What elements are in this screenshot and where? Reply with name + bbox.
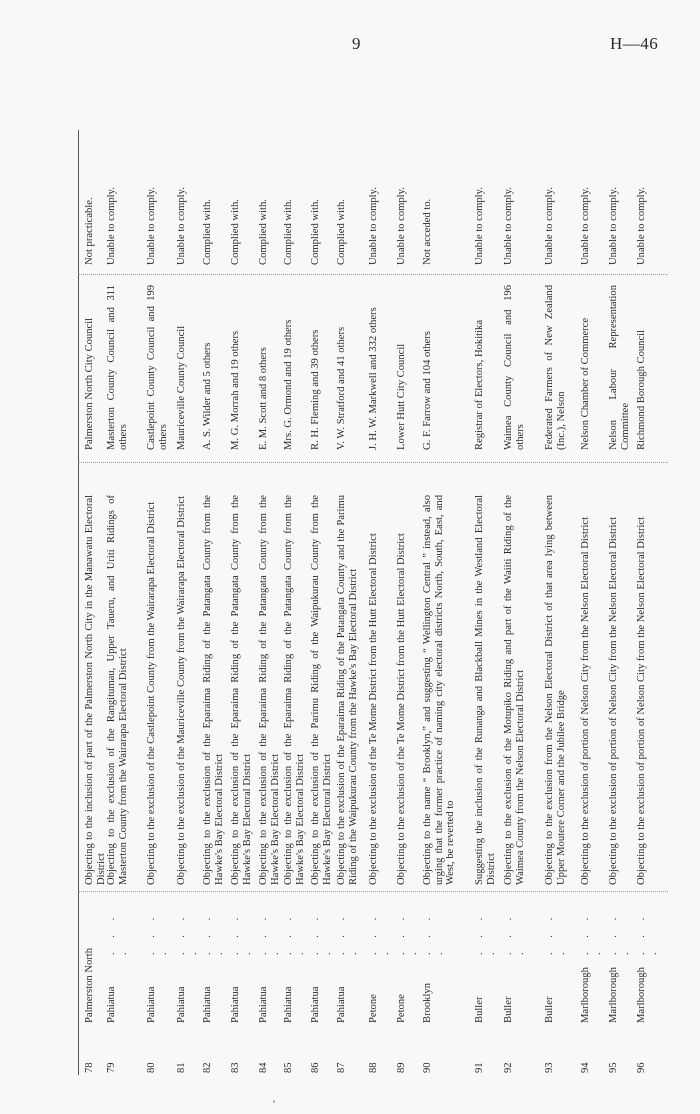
objection-text: Objecting to the exclusion of portion of Nelson City from the Nelson Electoral District	[608, 516, 619, 885]
district-name: Pahiatua	[258, 986, 269, 1023]
district-name: Buller	[503, 996, 514, 1023]
row-number: 80	[146, 1062, 157, 1073]
objected-by: G. F. Farrow and 104 others	[422, 331, 433, 450]
leader-dots: . . . .	[608, 911, 631, 955]
objection-text: Objecting to the exclusion of the Castlepoint County from the Wairarapa Electoral District	[146, 501, 157, 885]
objection-text: Objecting to the name “ Brooklyn,” and suggesting “ Wellington Central ” instead, also urging that the former practice of naming city electoral districts North, South, East, and West, be reverted to	[422, 495, 457, 885]
leader-dots: . . . .	[544, 911, 567, 955]
row-number: 89	[396, 1062, 407, 1073]
column-divider	[78, 891, 668, 892]
leader-dots: . . . .	[310, 911, 333, 955]
leader-dots: . . . .	[580, 911, 603, 955]
row-number: 83	[230, 1062, 241, 1073]
objected-by: Registrar of Electors, Hokitika	[474, 319, 485, 450]
objection-text: Objecting to the exclusion of the Mauriceville County from the Wairarapa Electoral District	[176, 495, 187, 885]
leader-dots: . . . .	[636, 911, 659, 955]
result-text: Complied with.	[336, 199, 347, 265]
objection-text: Objecting to the exclusion of the Eparaima Riding of the Patangata County from the Hawke's Bay Electoral District	[202, 495, 225, 885]
district-name: Marlborough	[636, 967, 647, 1023]
result-text: Complied with.	[230, 199, 241, 265]
objected-by: M. G. Morrah and 19 others	[230, 330, 241, 450]
district-name: Pahiatua	[283, 986, 294, 1023]
objected-by: Masterton County Council and 311 others	[106, 285, 129, 450]
district-name: Marlborough	[608, 967, 619, 1023]
district-name: Marlborough	[580, 967, 591, 1023]
leader-dots: . . . .	[230, 911, 253, 955]
result-text: Unable to comply.	[503, 187, 514, 265]
objected-by: Mauriceville County Council	[176, 325, 187, 450]
result-text: Unable to comply.	[580, 187, 591, 265]
leader-dots: . . . .	[474, 911, 497, 955]
leader-dots: . . . .	[368, 911, 391, 955]
leader-dots: . . . .	[176, 911, 199, 955]
objection-text: Objecting to the exclusion of portion of Nelson City from the Nelson Electoral District	[580, 516, 591, 885]
objection-text: Objecting to the exclusion of the Rangitumau, Upper Taueru, and Uriti Ridings of Masterton County from the Wairarapa Electoral District	[106, 495, 129, 885]
result-text: Complied with.	[202, 199, 213, 265]
result-text: Complied with.	[310, 199, 321, 265]
district-name: Pahiatua	[230, 986, 241, 1023]
objected-by: Federated Farmers of New Zealand (Inc.), Nelson	[544, 285, 567, 450]
row-number: 78	[84, 1062, 95, 1073]
row-number: 91	[474, 1062, 485, 1073]
row-number: 85	[283, 1062, 294, 1073]
result-text: Complied with.	[283, 199, 294, 265]
objection-text: Objecting to the exclusion of the Eparaima Riding of the Patangata County from the Hawke's Bay Electoral District	[283, 495, 306, 885]
leader-dots: . . . .	[503, 911, 526, 955]
objected-by: R. H. Fleming and 39 others	[310, 329, 321, 450]
objection-text: Objecting to the exclusion of the Parimu Riding of the Waipukurau County from the Hawke's Bay Electoral District	[310, 495, 333, 885]
district-name: Pahiatua	[336, 986, 347, 1023]
district-name: Pahiatua	[310, 986, 321, 1023]
result-text: Unable to comply.	[146, 187, 157, 265]
district-name: Pahiatua	[106, 986, 117, 1023]
row-number: 92	[503, 1062, 514, 1073]
objected-by: V. W. Stratford and 41 others	[336, 326, 347, 450]
objection-text: Objecting to the exclusion of the Eparaima Riding of the Patangata County and the Parimu Riding of the Waipukurau County from the Hawke's Bay Electoral District	[336, 495, 359, 885]
row-number: 79	[106, 1062, 117, 1073]
objection-text: Suggesting the inclusion of the Runanga and Blackball Mines in the Westland Electoral District	[474, 495, 497, 885]
objection-text: Objecting to the exclusion of the Motupiko Riding and part of the Waiiti Riding of the Waimea County from the Nelson Electoral District	[503, 495, 526, 885]
row-number: 87	[336, 1062, 347, 1073]
objection-text: Objecting to the exclusion of the Eparaima Riding of the Patangata County from the Hawke's Bay Electoral District	[258, 495, 281, 885]
objection-text: Objecting to the exclusion of the Eparaima Riding of the Patangata County from the Hawke's Bay Electoral District	[230, 495, 253, 885]
result-text: Unable to comply.	[396, 187, 407, 265]
district-name: Petone	[368, 994, 379, 1023]
leader-dots: . . . .	[106, 911, 129, 955]
leader-dots: . . . .	[422, 911, 445, 955]
district-name: Petone	[396, 994, 407, 1023]
row-number: 94	[580, 1062, 591, 1073]
objected-by: Waimea County Council and 196 others	[503, 285, 526, 450]
row-number: 84	[258, 1062, 269, 1073]
report-reference: H—46	[610, 34, 659, 53]
objected-by: J. H. W. Markwell and 332 others	[368, 307, 379, 450]
page-mark	[273, 1100, 275, 1103]
objection-text: Objecting to the exclusion of the Te Mome District from the Hutt Electoral District	[396, 533, 407, 885]
result-text: Unable to comply.	[608, 187, 619, 265]
result-text: Not practicable.	[84, 197, 95, 265]
district-name: Brooklyn	[422, 982, 433, 1023]
table-top-rule	[78, 130, 79, 1075]
objected-by: Palmerston North City Council	[84, 317, 95, 450]
row-number: 93	[544, 1062, 555, 1073]
result-text: Complied with.	[258, 199, 269, 265]
result-text: Unable to comply.	[176, 187, 187, 265]
leader-dots: . . . .	[336, 911, 359, 955]
objection-text: Objecting to the exclusion of the Te Mome District from the Hutt Electoral District	[368, 533, 379, 885]
row-number: 81	[176, 1062, 187, 1073]
result-text: Unable to comply.	[636, 187, 647, 265]
objected-by: E. M. Scott and 8 others	[258, 347, 269, 450]
objection-text: Objecting to the exclusion from the Nelson Electoral District of that area lying between Upper Moutere Corner and the Jubilee Bridge	[544, 495, 567, 885]
result-text: Unable to comply.	[106, 187, 117, 265]
leader-dots: . . . .	[146, 911, 169, 955]
objected-by: Nelson Chamber of Commerce	[580, 317, 591, 450]
objection-text: Objecting to the inclusion of part of the Palmerston North City in the Manawatu Electoral District	[84, 495, 107, 885]
leader-dots: . . . .	[396, 911, 419, 955]
objected-by: Lower Hutt City Council	[396, 343, 407, 450]
district-name: Buller	[544, 996, 555, 1023]
district-name: Pahiatua	[202, 986, 213, 1023]
objections-table	[78, 130, 668, 1075]
row-number: 96	[636, 1062, 647, 1073]
objected-by: Nelson Labour Representation Committee	[608, 285, 631, 450]
row-number: 90	[422, 1062, 433, 1073]
row-number: 82	[202, 1062, 213, 1073]
district-name: Buller	[474, 996, 485, 1023]
leader-dots: . . . .	[283, 911, 306, 955]
column-divider	[78, 462, 668, 463]
result-text: Unable to comply.	[544, 187, 555, 265]
objected-by: Castlepoint County Council and 199 others	[146, 285, 169, 450]
row-number: 95	[608, 1062, 619, 1073]
leader-dots: . . . .	[258, 911, 281, 955]
objection-text: Objecting to the exclusion of portion of Nelson City from the Nelson Electoral District	[636, 516, 647, 885]
district-name: Pahiatua	[176, 986, 187, 1023]
row-number: 88	[368, 1062, 379, 1073]
result-text: Unable to comply.	[368, 187, 379, 265]
result-text: Not acceded to.	[422, 198, 433, 265]
objected-by: Mrs. G. Ormond and 19 others	[283, 319, 294, 450]
district-name: Pahiatua	[146, 986, 157, 1023]
leader-dots: . . . .	[202, 911, 225, 955]
result-text: Unable to comply.	[474, 187, 485, 265]
objected-by: A. S. Wilder and 5 others	[202, 342, 213, 450]
row-number: 86	[310, 1062, 321, 1073]
page-number: 9	[352, 34, 361, 53]
district-name: Palmerston North	[84, 947, 95, 1023]
column-divider	[78, 274, 668, 275]
objected-by: Richmond Borough Council	[636, 329, 647, 450]
